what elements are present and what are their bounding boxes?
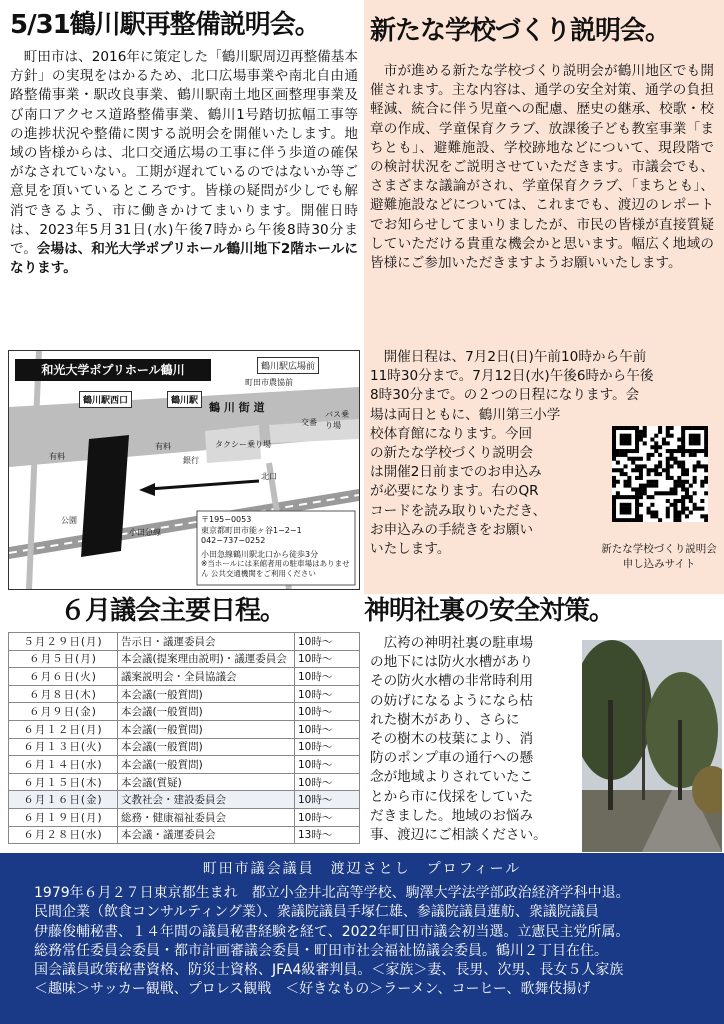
map-address: 東京都町田市能ヶ谷1−2−1 <box>201 526 302 535</box>
map-venue-name: 和光大学ポプリホール鶴川 <box>15 359 211 381</box>
schedule-table <box>8 632 360 844</box>
shrine-line: だきました。地域のお悩み <box>370 807 534 824</box>
schedule-row <box>9 668 360 686</box>
schedule-time: 13時～ <box>295 826 360 844</box>
school-line: 場は両日ともに、鶴川第三小学 <box>370 406 561 423</box>
schedule-date: ６月９日(金) <box>9 703 118 721</box>
map-police: 交番 <box>301 418 317 427</box>
shrine-photo <box>582 640 722 852</box>
schedule-date: ６月１３日(火) <box>9 738 118 756</box>
schedule-event: 本会議(提案理由説明)・議運委員会 <box>118 650 295 668</box>
profile-line: 国会議員政策秘書資格、防災士資格、JFA4級審判員。＜家族＞妻、長男、次男、長女５人家族 <box>34 962 624 979</box>
schedule-row <box>9 808 360 826</box>
schedule-row <box>9 650 360 668</box>
map-road-name: 鶴 川 街 道 <box>209 401 265 414</box>
map-parking-1: 有料 <box>49 452 65 461</box>
shrine-line: その防火水槽の非常時利用 <box>370 673 534 690</box>
shrine-line: 広袴の神明社裏の駐車場 <box>370 635 534 651</box>
schedule-event: 文教社会・建設委員会 <box>118 791 295 809</box>
schedule-event: 本会議・議運委員会 <box>118 826 295 844</box>
shrine-line: の妨げになるようになら枯 <box>370 692 534 709</box>
shrine-line: その樹木の枝葉により、消 <box>370 731 534 748</box>
school-line: お申込みの手続きをお願い <box>370 521 534 538</box>
shrine-line: 念が地域よりされていたこ <box>370 769 534 786</box>
map-bank: 銀行 <box>183 456 199 465</box>
schedule-date: ６月８日(木) <box>9 685 118 703</box>
schedule-row <box>9 773 360 791</box>
school-meeting-title: 新たな学校づくり説明会。 <box>370 16 671 46</box>
schedule-date: ６月５日(月) <box>9 650 118 668</box>
schedule-event: 本会議(一般質問) <box>118 685 295 703</box>
school-line: 8時30分まで。の２つの日程になります。会 <box>370 387 640 404</box>
schedule-row <box>9 633 360 651</box>
shrine-line: とから市に伐採をしていた <box>370 788 534 805</box>
map-station-west: 鶴川駅西口 <box>79 391 132 408</box>
shrine-line: の地下には防火水槽があり <box>370 654 534 671</box>
schedule-event: 告示日・議運委員会 <box>118 633 295 651</box>
schedule-date: ６月２８日(水) <box>9 826 118 844</box>
map-venue-building <box>81 435 129 557</box>
schedule-time: 10時～ <box>295 738 360 756</box>
schedule-row <box>9 756 360 774</box>
schedule-event: 本会議(一般質問) <box>118 720 295 738</box>
schedule-time: 10時～ <box>295 633 360 651</box>
schedule-row <box>9 703 360 721</box>
map-parking-2: 有料 <box>155 442 171 451</box>
map-route-arrow <box>149 481 259 489</box>
map-note: ※当ホールには来館者用の駐車場はありません 公共交通機関をご利用ください <box>201 559 350 578</box>
schedule-row <box>9 685 360 703</box>
venue-map <box>8 350 360 590</box>
station-meeting-text: 町田市は、2016年に策定した「鶴川駅周辺再整備基本方針」の実現をはかるため、北口広場事業や南北自由通路整備事業・駅改良事業、鶴川駅南土地区画整理事業及び南口アクセス道路整備事業、鶴川1号踏切拡幅工事等の進捗状況や整備に関する説明会を開催いたします。地域の皆様からは、北口交通広場の工事に伴う歩道の確保がなされていない。工期が遅れているのではないか等ご意見を頂いているところです。皆様の疑問が少しでも解消できるよう、市に働きかけてまいります。開催日時は、2023年5月31日(水)午後7時から午後8時30分まで。 <box>10 49 358 258</box>
schedule-time: 10時～ <box>295 808 360 826</box>
school-line: 開催日程は、7月2日(日)午前10時から午前 <box>370 349 647 365</box>
school-line: いたします。 <box>370 541 451 558</box>
school-line: 11時30分まで。7月12日(水)午後6時から午後 <box>370 368 654 385</box>
profile-line: 総務常任委員会委員・都市計画審議会委員・町田市社会福祉協議会委員。鶴川２丁目在住。 <box>34 942 608 959</box>
map-taxi: タクシー乗り場 <box>215 440 271 449</box>
schedule-time: 10時～ <box>295 756 360 774</box>
map-address-zip: 〒195−0053 <box>201 515 252 524</box>
school-line: が必要になります。右のQR <box>370 483 539 500</box>
schedule-row <box>9 738 360 756</box>
schedule-time: 10時～ <box>295 720 360 738</box>
qr-code-pattern <box>612 426 708 522</box>
schedule-event: 本会議(質疑) <box>118 773 295 791</box>
schedule-date: ６月１９日(月) <box>9 808 118 826</box>
schedule-row <box>9 791 360 809</box>
schedule-date: ６月１２日(月) <box>9 720 118 738</box>
school-line: は開催2日前までのお申込み <box>370 464 542 481</box>
profile-line: 民間企業（飲食コンサルティング業）、衆議院議員手塚仁雄、参議院議員蓮舫、衆議院議員 <box>34 904 599 921</box>
schedule-time: 10時～ <box>295 791 360 809</box>
qr-caption: 新たな学校づくり説明会申し込みサイト <box>601 543 717 570</box>
shrine-photo-drawing <box>582 640 722 852</box>
schedule-date: ６月１４日(水) <box>9 756 118 774</box>
profile-title: 町田市議会議員 渡辺さとし プロフィール <box>202 861 522 877</box>
schedule-time: 10時～ <box>295 703 360 721</box>
station-meeting-title: 5/31鶴川駅再整備説明会。 <box>10 10 320 40</box>
schedule-event: 議案説明会・全員協議会 <box>118 668 295 686</box>
schedule-date: ６月１５日(木) <box>9 773 118 791</box>
school-line: コードを読み取りいただき、 <box>370 502 547 519</box>
school-line: 校体育館になります。今回 <box>370 425 533 442</box>
shrine-body <box>370 634 582 845</box>
profile-line: 1979年６月２７日東京都生まれ 都立小金井北高等学校、駒澤大学法学部政治経済学科中退。 <box>34 885 630 901</box>
map-north-exit: 北口 <box>261 472 277 481</box>
schedule-event: 本会議(一般質問) <box>118 756 295 774</box>
qr-code[interactable] <box>612 426 708 522</box>
map-line: 小田急線 <box>129 528 161 537</box>
school-meeting-body: 市が進める新たな学校づくり説明会が鶴川地区でも開催されます。主な内容は、通学の安全対策、通学の負担軽減、統合に伴う児童への配慮、歴史の継承、校歌・校章の作成、学童保育クラブ、放課後子ども教室事業「まちとも」、避難施設、学校跡地などについて、現段階での検討状況をご説明させていただきます。市議会でも、さまざまな議論がされ、学童保育クラブ、「まちとも」、避難施設などについては、これまでも、渡辺のレポートでお知らせしてまいりましたが、市民の皆様が直接質疑していただける貴重な機会かと思います。幅広く地域の皆様にご参加いただきますようお願いいたします。 <box>370 63 714 272</box>
map-station: 鶴川駅 <box>167 391 202 408</box>
shrine-line: れた樹木があり、さらに <box>370 711 520 728</box>
station-meeting-body <box>10 48 358 278</box>
map-plaza-front: 鶴川駅広場前 <box>257 357 319 374</box>
shrine-line: 防のポンプ車の通行への懸 <box>370 750 534 767</box>
map-access: 小田急線鶴川駅北口から徒歩3分 <box>201 550 319 559</box>
map-phone: 042−737−0252 <box>201 536 266 545</box>
schedule-time: 10時～ <box>295 668 360 686</box>
shrine-line: 事、渡辺にご相談ください。 <box>370 827 547 844</box>
schedule-event: 本会議(一般質問) <box>118 738 295 756</box>
schedule-event: 総務・健康福祉委員会 <box>118 808 295 826</box>
schedule-date: ６月６日(火) <box>9 668 118 686</box>
schedule-date: ６月１６日(金) <box>9 791 118 809</box>
map-bus-stop: バス乗り場 <box>325 410 349 430</box>
shrine-title: 神明社裏の安全対策。 <box>364 596 615 626</box>
schedule-row <box>9 826 360 844</box>
schedule-time: 10時～ <box>295 650 360 668</box>
station-meeting-venue: 会場は、和光大学ポプリホール鶴川地下2階ホールになります。 <box>10 241 358 277</box>
profile-line: ＜趣味＞サッカー観戦、プロレス観戦 ＜好きなもの＞ラーメン、コーヒー、歌舞伎揚げ <box>34 981 591 998</box>
map-park: 公園 <box>61 516 77 525</box>
profile-line: 伊藤俊輔秘書、１４年間の議員秘書経験を経て、2022年町田市議会初当選。立憲民主党所属。 <box>34 923 630 940</box>
profile-body <box>34 884 714 1000</box>
schedule-date: ５月２９日(月) <box>9 633 118 651</box>
map-arrow-head <box>139 483 155 496</box>
schedule-title: ６月議会主要日程。 <box>60 596 286 626</box>
schedule-row <box>9 720 360 738</box>
schedule-event: 本会議(一般質問) <box>118 703 295 721</box>
school-line: の新たな学校づくり説明会 <box>370 445 534 462</box>
schedule-time: 10時～ <box>295 773 360 791</box>
schedule-time: 10時～ <box>295 685 360 703</box>
map-office-front: 町田市農協前 <box>245 378 293 387</box>
